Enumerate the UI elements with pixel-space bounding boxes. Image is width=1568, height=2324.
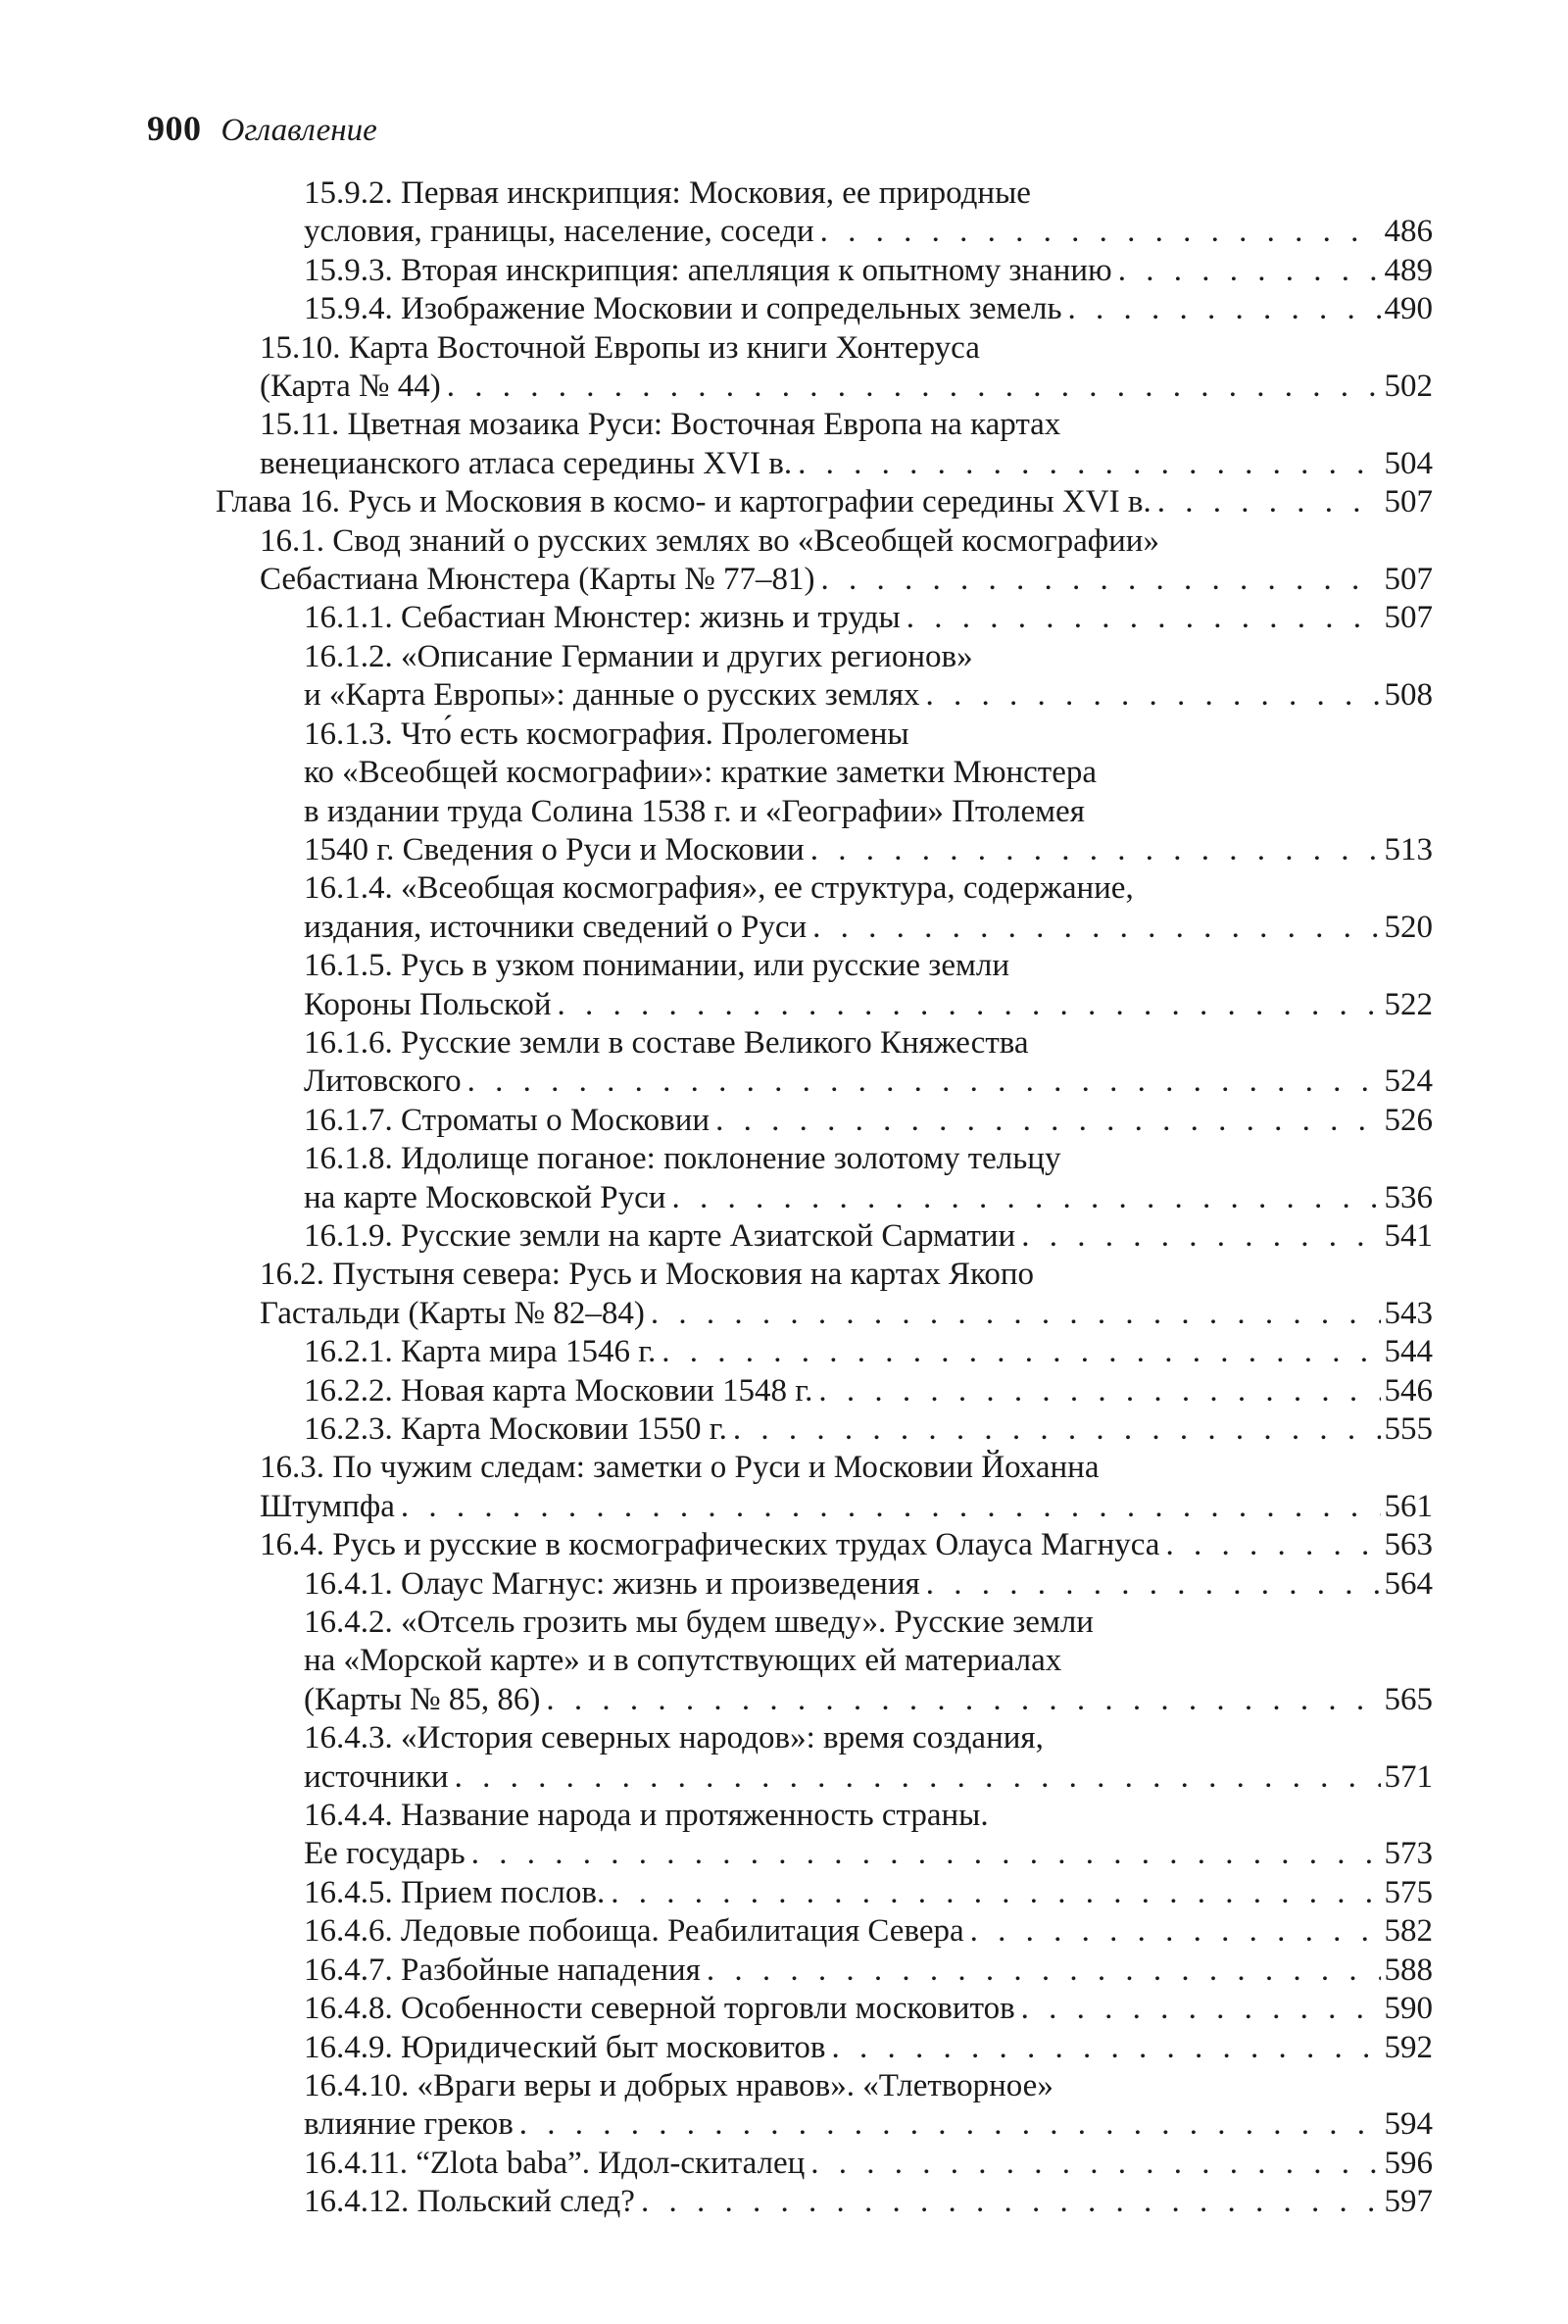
- toc-entry: [0, 599, 1433, 637]
- toc-entry-line: [304, 252, 1433, 290]
- toc-entry-line: [304, 1797, 1433, 1835]
- toc-page-number: 561: [1384, 1488, 1433, 1524]
- toc-entry-line: [304, 986, 1433, 1024]
- toc-entry-line: [304, 1912, 1433, 1951]
- dot-leader: [733, 1410, 1381, 1449]
- toc-entry-line: [260, 445, 1433, 483]
- toc-page-number: 582: [1384, 1913, 1433, 1950]
- toc-entry-line: [260, 329, 1433, 368]
- toc-entry-line: [304, 1179, 1433, 1217]
- toc-entry: [0, 1604, 1433, 1719]
- toc-page-number: 541: [1384, 1217, 1433, 1254]
- toc-entry-line: [304, 1102, 1433, 1140]
- toc-entry-title: в издании труда Солина 1538 г. и «Географии» Птолемея: [304, 793, 1085, 829]
- toc-page-number: 504: [1384, 445, 1433, 481]
- page-number: 900: [147, 109, 202, 148]
- toc-entry-line: [304, 2105, 1433, 2144]
- dot-leader: [611, 1874, 1380, 1912]
- toc-entry-title: 16.4.9. Юридический быт московитов: [304, 2029, 826, 2065]
- toc-entry-line: [304, 2029, 1433, 2067]
- toc-entry-title: 16.2. Пустыня севера: Русь и Московия на картах Якопо: [260, 1257, 1034, 1293]
- toc-entry-line: [304, 1758, 1433, 1797]
- toc-entry-title: 16.1.7. Строматы о Московии: [304, 1102, 710, 1138]
- toc-entry-line: [304, 213, 1433, 251]
- toc-entry-line: [304, 638, 1433, 676]
- toc-entry-line: [304, 793, 1433, 831]
- toc-entry-line: [304, 1217, 1433, 1256]
- toc-entry-title: 16.4.10. «Враги веры и добрых нравов». «Тлетворное»: [304, 2067, 1054, 2103]
- toc-entry-title: условия, границы, население, соседи: [304, 214, 814, 250]
- toc-entry-title: венецианского атласа середины XVI в.: [260, 445, 793, 481]
- toc-entry-title: 15.9.2. Первая инскрипция: Московия, ее природные: [304, 175, 1031, 211]
- dot-leader: [820, 213, 1381, 251]
- toc-entry-line: [304, 1681, 1433, 1719]
- toc-page-number: 513: [1384, 831, 1433, 867]
- toc-page-number: 564: [1384, 1565, 1433, 1602]
- toc-entry-line: [260, 1256, 1433, 1294]
- dot-leader: [818, 1372, 1380, 1410]
- toc-entry: [0, 1565, 1433, 1604]
- toc-page-number: 555: [1384, 1411, 1433, 1447]
- toc-entry: [0, 1990, 1433, 2028]
- toc-page-number: 596: [1384, 2145, 1433, 2181]
- toc-entry-title: 16.4.3. «История северных народов»: время создания,: [304, 1720, 1044, 1756]
- dot-leader: [1021, 1217, 1380, 1256]
- toc-entry: [0, 869, 1433, 947]
- toc-page-number: 508: [1384, 677, 1433, 714]
- toc-page-number: 486: [1384, 214, 1433, 250]
- toc-entry: [0, 1140, 1433, 1217]
- toc-entry-title: (Карта № 44): [260, 369, 441, 405]
- toc-entry-title: 16.1.5. Русь в узком понимании, или русские земли: [304, 948, 1009, 984]
- toc-entry-title: 16.1.8. Идолище поганое: поклонение золотому тельцу: [304, 1141, 1061, 1177]
- toc-entry-line: [304, 1333, 1433, 1371]
- toc-entry-title: 16.4.2. «Отсель грозить мы будем шведу». Русские земли: [304, 1605, 1094, 1641]
- toc-entry-line: [304, 599, 1433, 637]
- toc-entry-title: 16.2.2. Новая карта Московии 1548 г.: [304, 1372, 813, 1409]
- toc-entry-title: 16.4. Русь и русские в космографических трудах Олауса Магнуса: [260, 1527, 1160, 1563]
- toc-entry-line: [260, 1449, 1433, 1487]
- toc-entry-title: Гастальди (Карты № 82–84): [260, 1295, 645, 1331]
- toc-entry: [0, 1526, 1433, 1564]
- dot-leader: [671, 1179, 1380, 1217]
- toc-page-number: 520: [1384, 909, 1433, 945]
- toc-entry-title: 16.1.3. Что́ есть космография. Пролегомены: [304, 716, 909, 752]
- dot-leader: [662, 1333, 1380, 1371]
- toc-page-number: 571: [1384, 1758, 1433, 1795]
- toc-page-number: 563: [1384, 1527, 1433, 1563]
- toc-entry-line: [304, 831, 1433, 869]
- dot-leader: [821, 561, 1381, 599]
- toc-page-number: 588: [1384, 1952, 1433, 1988]
- toc-entry-line: [304, 716, 1433, 754]
- toc-entry: [0, 406, 1433, 483]
- dot-leader: [926, 676, 1381, 715]
- toc-entry-title: ко «Всеобщей космографии»: краткие заметки Мюнстера: [304, 755, 1098, 791]
- toc-entry: [0, 716, 1433, 870]
- toc-page-number: 597: [1384, 2184, 1433, 2220]
- toc-entry-title: 16.4.8. Особенности северной торговли московитов: [304, 1991, 1015, 2027]
- dot-leader: [1165, 1526, 1380, 1564]
- toc-entry: [0, 638, 1433, 716]
- running-head: [147, 108, 377, 155]
- toc-entry-title: 16.4.11. “Zlota baba”. Идол-скиталец: [304, 2145, 806, 2181]
- toc-entry: [0, 2183, 1433, 2221]
- toc-entry-line: [304, 1642, 1433, 1680]
- toc-page-number: 573: [1384, 1836, 1433, 1872]
- toc-entry: [0, 1102, 1433, 1140]
- toc-entry-line: [304, 1063, 1433, 1101]
- toc-entry-title: 1540 г. Сведения о Руси и Московии: [304, 831, 805, 867]
- toc-entry: [0, 522, 1433, 600]
- dot-leader: [447, 368, 1381, 406]
- table-of-contents: [0, 174, 1568, 2222]
- toc-entry: [0, 290, 1433, 328]
- toc-page-number: 502: [1384, 369, 1433, 405]
- toc-page-number: 489: [1384, 252, 1433, 288]
- toc-entry-title: 16.1.9. Русские земли на карте Азиатской Сарматии: [304, 1217, 1016, 1254]
- dot-leader: [455, 1758, 1381, 1797]
- toc-page-number: 490: [1384, 291, 1433, 327]
- dot-leader: [1068, 290, 1381, 328]
- toc-page-number: 507: [1384, 600, 1433, 636]
- toc-page-number: 590: [1384, 1991, 1433, 2027]
- toc-entry-line: [304, 1604, 1433, 1642]
- toc-entry-line: [304, 1874, 1433, 1912]
- toc-entry-title: 16.3. По чужим следам: заметки о Руси и Московии Йоханна: [260, 1450, 1100, 1486]
- toc-entry-line: [260, 1295, 1433, 1333]
- dot-leader: [812, 909, 1380, 947]
- toc-entry: [0, 1024, 1433, 1102]
- dot-leader: [715, 1102, 1380, 1140]
- toc-page-number: 544: [1384, 1334, 1433, 1370]
- toc-page-number: 524: [1384, 1063, 1433, 1100]
- dot-leader: [471, 1835, 1381, 1873]
- toc-entry: [0, 2029, 1433, 2067]
- dot-leader: [926, 1565, 1381, 1604]
- dot-leader: [467, 1063, 1381, 1101]
- toc-page-number: 575: [1384, 1874, 1433, 1910]
- toc-entry-line: [304, 290, 1433, 328]
- toc-entry-title: 16.4.7. Разбойные нападения: [304, 1952, 701, 1988]
- toc-entry-title: 15.10. Карта Восточной Европы из книги Хонтеруса: [260, 329, 980, 366]
- toc-page-number: 543: [1384, 1295, 1433, 1331]
- dot-leader: [810, 831, 1381, 869]
- toc-page-number: 507: [1384, 484, 1433, 520]
- toc-entry-title: 16.4.4. Название народа и протяженность страны.: [304, 1798, 989, 1834]
- toc-entry-title: издания, источники сведений о Руси: [304, 909, 808, 945]
- dot-leader: [707, 1952, 1381, 1990]
- dot-leader: [810, 2145, 1380, 2183]
- toc-entry-title: 16.1. Свод знаний о русских землях во «Всеобщей космографии»: [260, 522, 1159, 559]
- toc-entry-title: 16.2.3. Карта Московии 1550 г.: [304, 1411, 727, 1447]
- toc-entry-title: 16.1.6. Русские земли в составе Великого Княжества: [304, 1024, 1029, 1061]
- toc-entry-title: Короны Польской: [304, 986, 552, 1022]
- toc-entry: [0, 483, 1433, 521]
- toc-page-number: 565: [1384, 1681, 1433, 1717]
- toc-entry-title: 16.4.12. Польский след?: [304, 2184, 635, 2220]
- toc-entry: [0, 2145, 1433, 2183]
- toc-entry-line: [304, 1835, 1433, 1873]
- toc-entry-title: на карте Московской Руси: [304, 1179, 666, 1215]
- toc-page-number: 594: [1384, 2106, 1433, 2143]
- toc-page-number: 526: [1384, 1102, 1433, 1138]
- toc-entry-line: [304, 869, 1433, 908]
- toc-entry-title: Штумпфа: [260, 1488, 395, 1524]
- toc-entry: [0, 174, 1433, 252]
- toc-entry-title: 16.2.1. Карта мира 1546 г.: [304, 1334, 657, 1370]
- dot-leader: [519, 2105, 1381, 2144]
- toc-entry-line: [260, 1488, 1433, 1526]
- toc-entry-title: на «Морской карте» и в сопутствующих ей материалах: [304, 1643, 1062, 1679]
- toc-page-number: 507: [1384, 562, 1433, 598]
- toc-page-number: 522: [1384, 986, 1433, 1022]
- toc-page-number: 592: [1384, 2029, 1433, 2065]
- toc-entry-title: 15.9.4. Изображение Московии и сопредельных земель: [304, 291, 1062, 327]
- dot-leader: [970, 1912, 1381, 1951]
- toc-entry-line: [260, 561, 1433, 599]
- dot-leader: [641, 2183, 1381, 2221]
- toc-page-number: 536: [1384, 1179, 1433, 1215]
- dot-leader: [546, 1681, 1380, 1719]
- toc-entry-line: [260, 522, 1433, 561]
- toc-entry-title: 16.1.1. Себастиан Мюнстер: жизнь и труды: [304, 600, 901, 636]
- toc-entry-line: [216, 483, 1433, 521]
- toc-entry: [0, 1217, 1433, 1256]
- toc-entry-line: [304, 1565, 1433, 1604]
- toc-entry: [0, 1256, 1433, 1333]
- dot-leader: [832, 2029, 1381, 2067]
- toc-entry-title: 16.4.1. Олаус Магнус: жизнь и произведения: [304, 1565, 920, 1602]
- toc-page-number: 546: [1384, 1372, 1433, 1409]
- toc-entry-title: (Карты № 85, 86): [304, 1681, 541, 1717]
- toc-entry: [0, 1797, 1433, 1874]
- toc-entry-line: [304, 1990, 1433, 2028]
- toc-entry: [0, 329, 1433, 407]
- toc-entry: [0, 1719, 1433, 1797]
- toc-entry-title: Литовского: [304, 1063, 462, 1100]
- toc-entry-line: [304, 676, 1433, 715]
- toc-entry-title: 16.1.2. «Описание Германии и других регионов»: [304, 638, 973, 674]
- dot-leader: [401, 1488, 1381, 1526]
- toc-entry-title: и «Карта Европы»: данные о русских землях: [304, 677, 920, 714]
- toc-entry-line: [304, 1024, 1433, 1063]
- toc-entry-title: источники: [304, 1758, 449, 1795]
- toc-entry-line: [304, 1952, 1433, 1990]
- dot-leader: [798, 445, 1380, 483]
- dot-leader: [558, 986, 1381, 1024]
- toc-entry: [0, 1372, 1433, 1410]
- toc-entry-line: [260, 368, 1433, 406]
- toc-entry-title: 16.4.5. Прием послов.: [304, 1874, 606, 1910]
- toc-entry: [0, 947, 1433, 1024]
- toc-entry-title: Ее государь: [304, 1836, 466, 1872]
- section-title: Оглавление: [220, 113, 377, 148]
- toc-entry-line: [304, 947, 1433, 985]
- toc-entry: [0, 2067, 1433, 2145]
- toc-entry-line: [304, 909, 1433, 947]
- toc-entry: [0, 1912, 1433, 1951]
- dot-leader: [651, 1295, 1381, 1333]
- dot-leader: [1021, 1990, 1381, 2028]
- toc-entry-line: [260, 1526, 1433, 1564]
- toc-entry-title: Глава 16. Русь и Московия в космо- и картографии середины XVI в.: [216, 484, 1152, 520]
- toc-entry: [0, 252, 1433, 290]
- toc-entry: [0, 1410, 1433, 1449]
- toc-entry: [0, 1952, 1433, 1990]
- toc-entry-line: [304, 1372, 1433, 1410]
- toc-entry-line: [260, 406, 1433, 444]
- dot-leader: [1157, 483, 1381, 521]
- toc-entry-line: [304, 1140, 1433, 1178]
- toc-entry-line: [304, 1719, 1433, 1757]
- dot-leader: [1118, 252, 1381, 290]
- toc-entry: [0, 1874, 1433, 1912]
- toc-entry-line: [304, 2183, 1433, 2221]
- toc-entry-line: [304, 754, 1433, 792]
- toc-entry-title: 16.4.6. Ледовые побоища. Реабилитация Севера: [304, 1913, 964, 1950]
- toc-entry: [0, 1333, 1433, 1371]
- toc-entry-line: [304, 2067, 1433, 2105]
- toc-entry: [0, 1449, 1433, 1526]
- toc-entry-title: 16.1.4. «Всеобщая космография», ее структура, содержание,: [304, 870, 1134, 907]
- toc-entry-title: 15.9.3. Вторая инскрипция: апелляция к опытному знанию: [304, 252, 1112, 288]
- toc-entry-title: Себастиана Мюнстера (Карты № 77–81): [260, 562, 815, 598]
- toc-entry-title: 15.11. Цветная мозаика Руси: Восточная Европа на картах: [260, 407, 1061, 443]
- toc-entry-line: [304, 2145, 1433, 2183]
- toc-entry-line: [304, 1410, 1433, 1449]
- toc-entry-line: [304, 174, 1433, 213]
- dot-leader: [906, 599, 1381, 637]
- toc-entry-title: влияние греков: [304, 2106, 514, 2143]
